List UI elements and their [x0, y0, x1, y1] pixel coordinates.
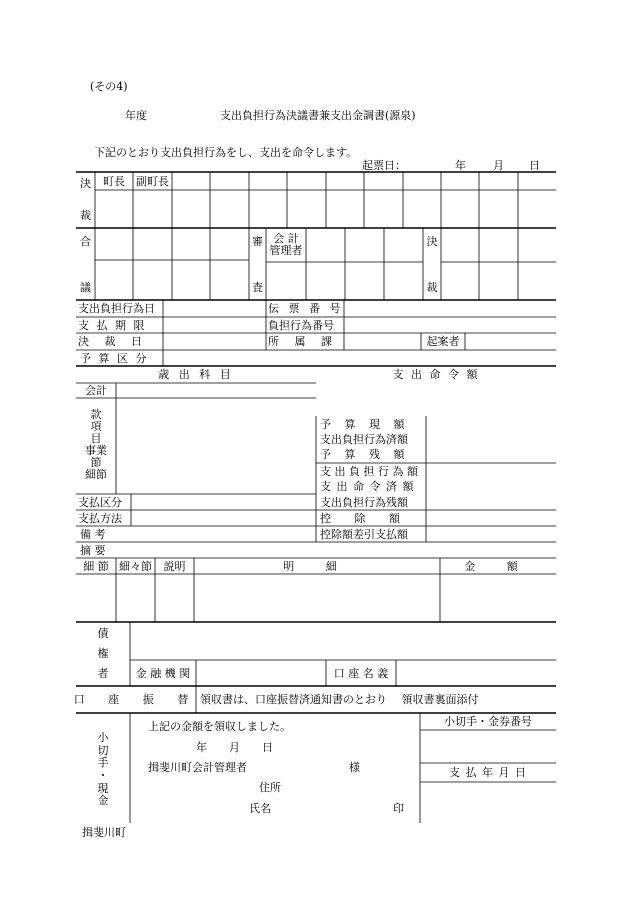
saisetsu-label: 細節 — [85, 468, 107, 482]
draft-date-month: 月 — [493, 159, 504, 172]
expenditure-account-header: 歳 出 科 目 — [158, 368, 234, 381]
accountant-label — [266, 230, 306, 260]
page-title: 支出負担行為決議書兼支出金調書(源泉) — [220, 109, 416, 122]
address-field[interactable] — [290, 778, 415, 796]
kan-label: 款 — [90, 407, 102, 421]
account-holder-label: 口 座 名 義 — [333, 666, 389, 680]
account-holder-field[interactable] — [396, 660, 556, 686]
name-label: 氏名 — [249, 802, 271, 815]
budget-category-field[interactable] — [163, 350, 556, 366]
budget-remaining-label: 予 算 残 額 — [320, 448, 410, 461]
payment-method-label: 支払方法 — [78, 511, 122, 525]
voucher-number-field[interactable] — [344, 300, 556, 317]
obligation-date-label: 支出負担行為日 — [78, 302, 155, 315]
fiscal-year-label: 年度 — [125, 109, 147, 122]
check-cash-label-5: 現 — [97, 781, 109, 795]
payment-order-amount-field[interactable] — [318, 383, 554, 415]
obligation-number-field[interactable] — [344, 317, 556, 333]
net-payment-label: 控除額差引支払額 — [320, 527, 408, 541]
kessai2-stamp-area[interactable] — [441, 228, 556, 300]
bank-field[interactable] — [196, 660, 326, 686]
receipt-date: 年 月 日 — [196, 741, 273, 754]
kessai-label-top: 決 — [80, 176, 91, 190]
drafter-field[interactable] — [465, 333, 556, 350]
drafter-label: 起案者 — [426, 335, 460, 348]
ko-label: 項 — [90, 419, 102, 433]
receipt-statement: 上記の金額を領収しました。 — [148, 720, 291, 733]
jigyo-label: 事業 — [85, 444, 107, 457]
form-number: (その4) — [90, 80, 128, 93]
detail-setsumei-header: 説明 — [163, 559, 186, 573]
remarks-label: 備 考 — [80, 527, 106, 541]
kessai2-label-bottom: 裁 — [426, 280, 438, 294]
instruction-text: 下記のとおり支出負担行為をし、支出を命令します。 — [94, 146, 358, 159]
decision-date-label: 決 裁 日 — [78, 335, 148, 348]
budget-current-label: 予 算 現 額 — [320, 418, 410, 431]
obligation-amount-label: 支 出 負 担 行 為 額 — [320, 464, 418, 478]
shinsa-label-top: 審 — [252, 234, 263, 248]
check-cash-label-4: ・ — [97, 769, 109, 782]
check-number-label: 小切手・金券番号 — [444, 715, 532, 728]
payment-type-label: 支払区分 — [78, 495, 122, 509]
amounts-field[interactable] — [426, 416, 556, 542]
check-number-field[interactable] — [420, 730, 556, 763]
voucher-number-label: 伝 票 番 号 — [268, 302, 344, 315]
detail-meisai-header: 明 細 — [283, 559, 351, 573]
payment-type-field[interactable] — [131, 494, 316, 510]
draft-date-day: 日 — [529, 159, 540, 172]
seal-label: 印 — [393, 802, 404, 815]
obligated-amount-label: 支出負担行為済額 — [320, 433, 408, 446]
aigi-label-top: 合 — [80, 234, 91, 248]
bank-label: 金 融 機 関 — [135, 666, 191, 680]
summary-field[interactable] — [116, 542, 556, 558]
address-label: 住所 — [259, 781, 281, 794]
check-cash-label-2: 切 — [97, 743, 109, 757]
detail-saisaisetsu-header: 細々節 — [119, 559, 152, 573]
town-name: 揖斐川町 — [82, 826, 126, 839]
payment-method-field[interactable] — [131, 510, 316, 526]
decision-date-field[interactable] — [163, 333, 266, 350]
creditor-label — [76, 626, 130, 682]
creditor-label-1: 債 — [97, 627, 109, 641]
creditor-field[interactable] — [130, 622, 556, 660]
account-label: 会計 — [85, 384, 107, 397]
addressee: 揖斐川町会計管理者 — [148, 761, 247, 774]
kessai-stamp-area[interactable] — [95, 190, 556, 228]
mayor-label: 町長 — [103, 174, 125, 188]
accountant-label-line2: 管理者 — [269, 244, 303, 257]
draft-date-label: 起票日： — [362, 159, 406, 172]
detail-entry-area[interactable] — [76, 574, 556, 622]
creditor-label-3: 者 — [97, 666, 109, 680]
check-cash-label-1: 小 — [97, 731, 109, 745]
detail-saisetsu-header: 細 節 — [83, 559, 109, 573]
payment-order-header: 支 出 命 令 額 — [392, 368, 480, 381]
budget-category-label: 予 算 区 分 — [80, 351, 149, 365]
shinsa-stamp-area[interactable] — [306, 228, 423, 300]
remarks-field[interactable] — [116, 526, 316, 542]
check-cash-label-3: 手 — [97, 756, 109, 770]
obligation-date-field[interactable] — [163, 300, 266, 317]
summary-label: 摘 要 — [80, 543, 106, 557]
shinsa-label-bottom: 査 — [252, 280, 263, 294]
draft-date-year: 年 — [455, 159, 466, 172]
check-cash-label-6: 金 — [97, 794, 109, 808]
payment-date-label: 支 払 年 月 日 — [449, 766, 527, 779]
ordered-amount-label: 支 出 命 令 済 額 — [320, 480, 415, 493]
payment-deadline-label: 支 払 期 限 — [78, 318, 147, 332]
account-categories-field[interactable] — [116, 398, 316, 494]
name-field[interactable] — [280, 799, 385, 817]
setsu-label: 節 — [90, 456, 102, 470]
aigi-label-bottom: 議 — [80, 280, 91, 294]
check-cash-label — [76, 730, 130, 810]
kessai2-label-top: 決 — [426, 234, 438, 248]
moku-label: 目 — [90, 431, 102, 445]
bank-transfer-label: 口 座 振 替 — [73, 693, 199, 706]
kessai-label-bottom: 裁 — [80, 208, 91, 222]
detail-amount-header: 金 額 — [464, 559, 532, 573]
department-field[interactable] — [344, 333, 421, 350]
deduction-label: 控 除 額 — [320, 511, 410, 525]
department-label: 所 属 課 — [268, 335, 338, 348]
payment-deadline-field[interactable] — [163, 317, 266, 333]
deputy-mayor-label: 副町長 — [136, 174, 169, 188]
creditor-label-2: 権 — [97, 647, 109, 661]
account-categories-label — [76, 400, 116, 490]
aigi-stamp-area[interactable] — [95, 228, 249, 300]
payment-date-field[interactable] — [420, 782, 556, 823]
account-field[interactable] — [116, 383, 316, 398]
accountant-label-line1: 会 計 — [273, 231, 299, 245]
obligation-number-label: 負担行為番号 — [268, 318, 334, 332]
addressee-honorific: 様 — [349, 761, 360, 774]
transfer-note: 領収書は、口座振替済通知書のとおり 領収書裏面添付 — [200, 693, 479, 706]
obligation-remaining-label: 支出負担行為残額 — [320, 495, 408, 509]
